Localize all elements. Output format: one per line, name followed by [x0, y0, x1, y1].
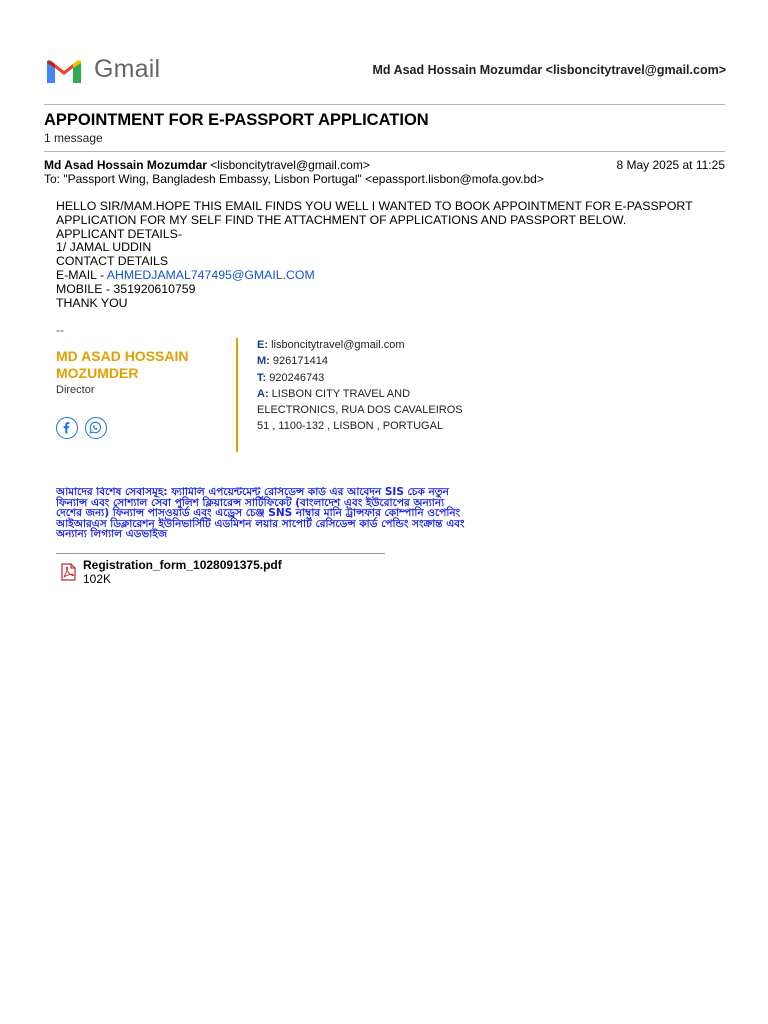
attachment-divider [56, 553, 385, 554]
pdf-file-icon [60, 563, 77, 581]
attachment-filename[interactable]: Registration_form_1028091375.pdf [83, 558, 282, 572]
recipient: To: "Passport Wing, Bangladesh Embassy, Lisbon Portugal" <epassport.lisbon@mofa.gov.bd> [44, 172, 544, 186]
subject-divider [44, 151, 725, 152]
email-label: E-MAIL - [56, 267, 107, 282]
sender-email: <lisboncitytravel@gmail.com> [210, 158, 370, 172]
sender [44, 158, 370, 172]
services-text: আমাদের বিশেষ সেবাসমূহ: ফ্যামিলি এপয়েন্টমেন্ট রেসিডেন্স কার্ড এর আবেদন SIS চেক নতুন ফিন্যান্স এবং সোশ্যাল সেবা পুলিশ ক্লিয়ারেন্স সার্টিফিকেট (বাংলাদেশ এবং ইউরোপের অন্যান্য দেশের জন্য) ফিন্যান্স পাসওয়ার্ড এবং এড্রেস চেঞ্জ SNS নাম্বার মানি ট্রান্সফার কোম্পানি ওপেনিং আইআরএস ডিক্লারেশন ইউনিভার্সিটি এডমিশন লয়ার সাপোর্ট রেসিডেন্স কার্ড পেন্ডিং সংক্রান্ত এবং অন্যান্য লিগ্যাল এডভাইজ [56, 487, 465, 540]
body-line: CONTACT DETAILS [56, 254, 169, 269]
body-line: APPLICATION FOR MY SELF FIND THE ATTACHMENT OF APPLICATIONS AND PASSPORT BELOW. [56, 212, 627, 227]
message-body [56, 200, 726, 310]
body-email-line [56, 269, 726, 283]
contact-email: E: lisboncitytravel@gmail.com [257, 339, 405, 351]
body-mobile: MOBILE - 351920610759 [56, 281, 196, 296]
whatsapp-icon [89, 421, 102, 434]
gmail-logo-icon [44, 57, 84, 85]
applicant-email-link[interactable]: AHMEDJAMAL747495@GMAIL.COM [106, 267, 315, 282]
body-line: APPLICANT DETAILS- [56, 226, 182, 241]
gmail-logo[interactable] [44, 55, 169, 85]
signature-name: MD ASAD HOSSAIN MOZUMDER [56, 348, 189, 381]
attachment-size: 102K [83, 572, 112, 586]
signature-separator: -- [56, 323, 64, 337]
facebook-link[interactable] [56, 417, 78, 439]
signature-title: Director [56, 384, 95, 396]
contact-mobile: M: 926171414 [257, 355, 328, 368]
message-date: 8 May 2025 at 11:25 [616, 158, 725, 172]
contact-phone: T: 920246743 [257, 371, 325, 384]
email-subject: APPOINTMENT FOR E-PASSPORT APPLICATION [44, 111, 429, 129]
print-header [44, 55, 726, 85]
header-divider [44, 104, 725, 105]
signature-contact [257, 337, 477, 435]
signature-divider [236, 338, 238, 452]
message-count: 1 message [44, 131, 103, 145]
contact-address: A: LISBON CITY TRAVEL AND ELECTRONICS, RUA DOS CAVALEIROS 51 , 1100-132 , LISBON , PORTUGAL [257, 387, 463, 433]
body-line: 1/ JAMAL UDDIN [56, 240, 152, 255]
account-name: Md Asad Hossain Mozumdar <lisboncitytravel@gmail.com> [372, 63, 726, 77]
facebook-icon [60, 421, 73, 434]
gmail-wordmark: Gmail [94, 55, 161, 83]
whatsapp-link[interactable] [85, 417, 107, 439]
sender-name: Md Asad Hossain Mozumdar [44, 158, 207, 172]
body-line: HELLO SIR/MAM.HOPE THIS EMAIL FINDS YOU WELL I WANTED TO BOOK APPOINTMENT FOR E-PASSPORT [56, 199, 693, 213]
body-closing: THANK YOU [56, 295, 128, 310]
